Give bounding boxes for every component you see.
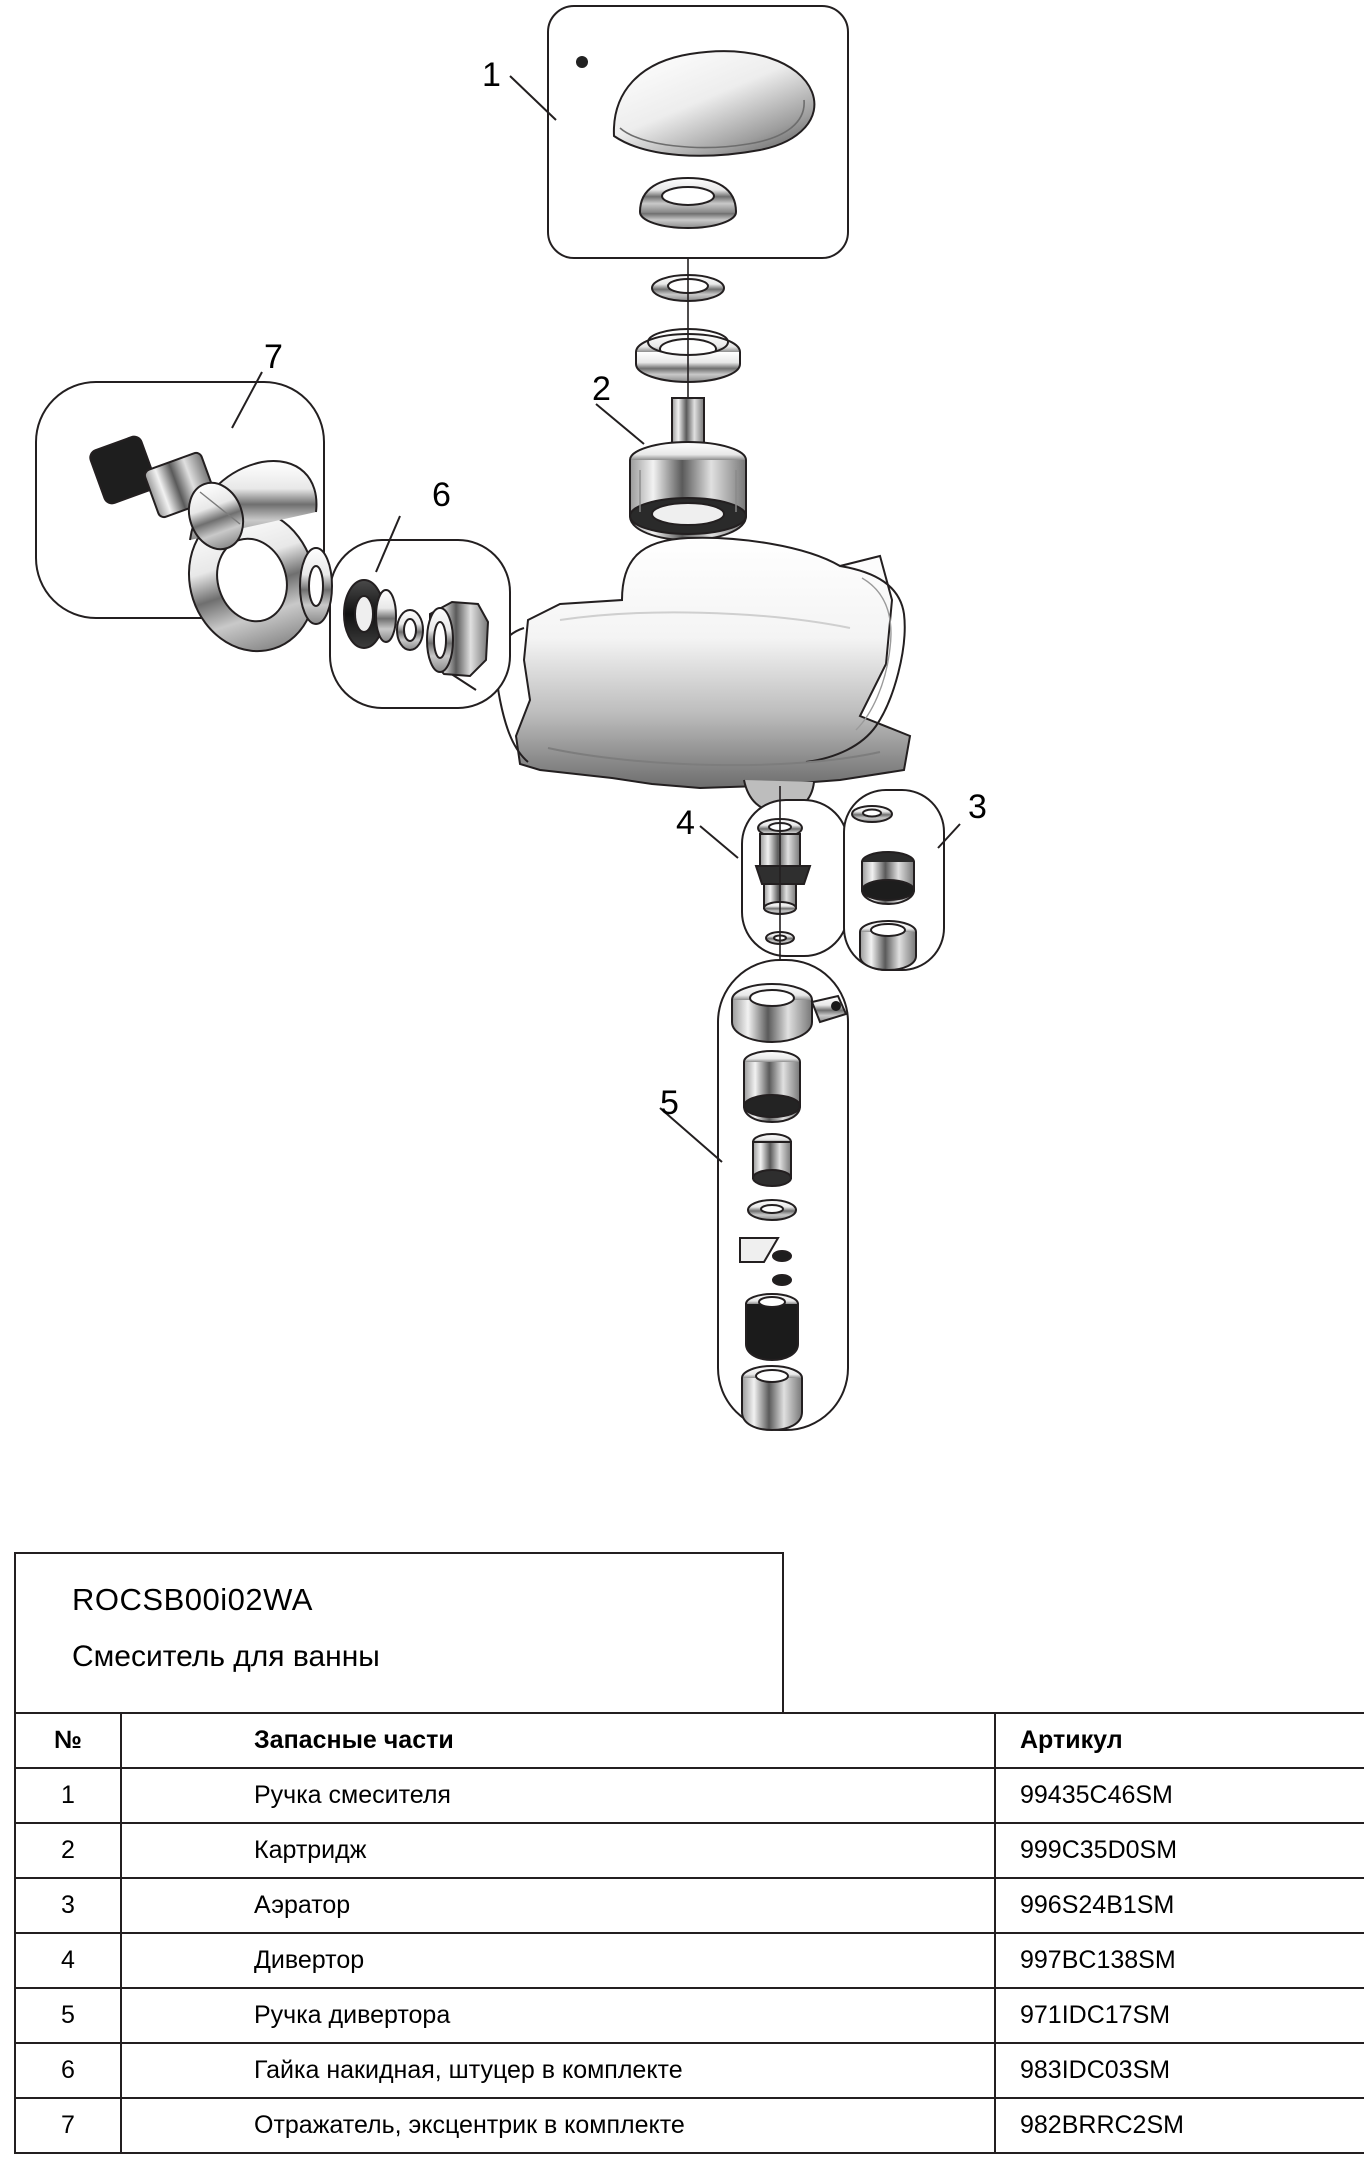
row-part: Аэратор bbox=[121, 1878, 995, 1933]
row-number: 4 bbox=[15, 1933, 121, 1988]
table-header-row bbox=[15, 1713, 1364, 1768]
row-article: 996S24B1SM bbox=[995, 1878, 1364, 1933]
table-row bbox=[15, 1823, 1364, 1878]
row-article: 983IDC03SM bbox=[995, 2043, 1364, 2098]
row-number: 5 bbox=[15, 1988, 121, 2043]
callout-5: 5 bbox=[660, 1084, 679, 1122]
row-part: Ручка дивертора bbox=[121, 1988, 995, 2043]
part-group-7 bbox=[36, 372, 333, 668]
part-group-2 bbox=[596, 398, 746, 540]
part-group-3 bbox=[844, 790, 960, 970]
row-part: Ручка смесителя bbox=[121, 1768, 995, 1823]
table-row bbox=[15, 1933, 1364, 1988]
row-number: 3 bbox=[15, 1878, 121, 1933]
part-group-5 bbox=[660, 960, 848, 1430]
table-row bbox=[15, 2098, 1364, 2153]
header-number: № bbox=[15, 1713, 121, 1768]
callout-7: 7 bbox=[264, 338, 283, 376]
part-group-6 bbox=[300, 516, 510, 708]
row-number: 1 bbox=[15, 1768, 121, 1823]
callout-2: 2 bbox=[592, 370, 611, 408]
row-number: 2 bbox=[15, 1823, 121, 1878]
callout-6: 6 bbox=[432, 476, 451, 514]
row-article: 982BRRC2SM bbox=[995, 2098, 1364, 2153]
product-code: ROCSB00i02WA bbox=[72, 1582, 313, 1617]
title-block bbox=[14, 1552, 784, 1712]
part-group-1 bbox=[510, 6, 848, 258]
row-article: 999C35D0SM bbox=[995, 1823, 1364, 1878]
product-description: Смеситель для ванны bbox=[72, 1640, 380, 1673]
row-number: 6 bbox=[15, 2043, 121, 2098]
table-row bbox=[15, 2043, 1364, 2098]
row-number: 7 bbox=[15, 2098, 121, 2153]
row-article: 997BC138SM bbox=[995, 1933, 1364, 1988]
row-article: 971IDC17SM bbox=[995, 1988, 1364, 2043]
header-part: Запасные части bbox=[121, 1713, 995, 1768]
row-part: Гайка накидная, штуцер в комплекте bbox=[121, 2043, 995, 2098]
callout-3: 3 bbox=[968, 788, 987, 826]
callout-4: 4 bbox=[676, 804, 695, 842]
row-part: Отражатель, эксцентрик в комплекте bbox=[121, 2098, 995, 2153]
row-article: 99435C46SM bbox=[995, 1768, 1364, 1823]
table-row bbox=[15, 1988, 1364, 2043]
table-row bbox=[15, 1878, 1364, 1933]
row-part: Дивертор bbox=[121, 1933, 995, 1988]
table-row bbox=[15, 1768, 1364, 1823]
callout-1: 1 bbox=[482, 56, 501, 94]
header-article: Артикул bbox=[995, 1713, 1364, 1768]
faucet-body bbox=[497, 538, 910, 812]
parts-table bbox=[14, 1712, 1364, 2154]
row-part: Картридж bbox=[121, 1823, 995, 1878]
part-group-4 bbox=[700, 800, 848, 956]
